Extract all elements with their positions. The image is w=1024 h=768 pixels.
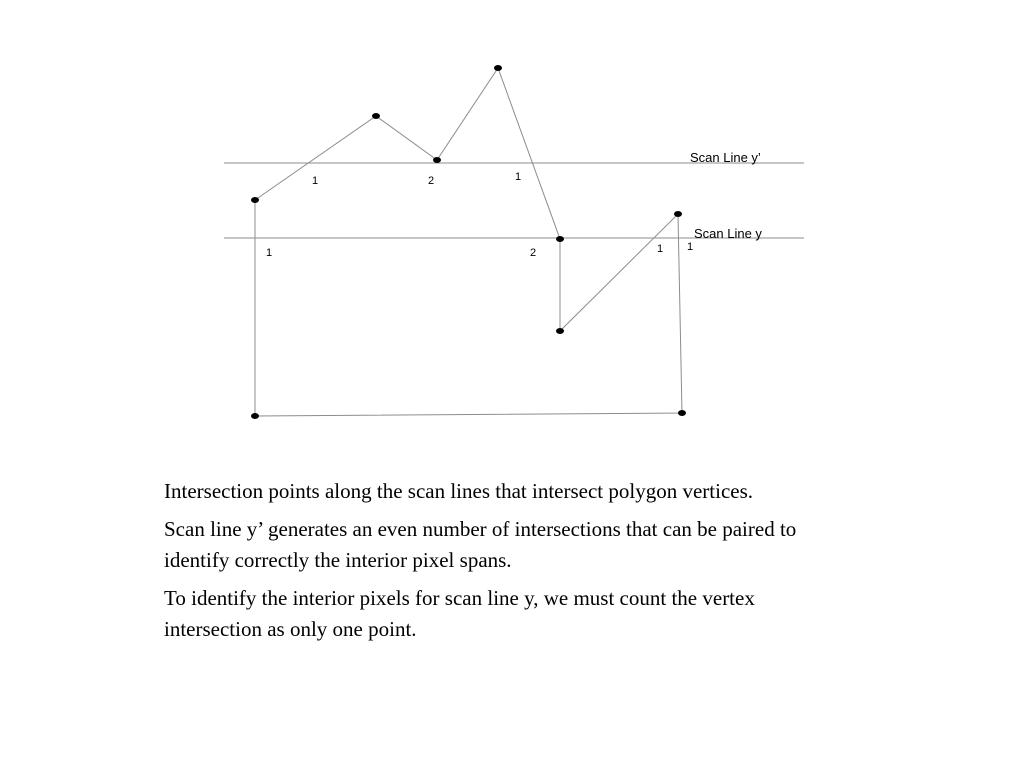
intersection-count-label: 1 — [515, 171, 522, 183]
caption-paragraph: Intersection points along the scan lines that intersect polygon vertices. — [164, 479, 754, 503]
scan-line-y-label: Scan Line y — [694, 226, 762, 241]
polygon-outline — [255, 68, 682, 416]
polygon-vertex — [251, 413, 259, 419]
polygon-vertex — [251, 197, 259, 203]
intersection-count-label: 1 — [657, 243, 664, 255]
scan-line-y-prime-label: Scan Line y’ — [690, 150, 761, 165]
polygon-vertex — [433, 157, 441, 163]
polygon-vertex — [556, 328, 564, 334]
caption-paragraph: To identify the interior pixels for scan line y, we must count the vertex intersection as only one point. — [164, 586, 755, 641]
polygon-vertex — [372, 113, 380, 119]
intersection-count-label: 1 — [312, 175, 319, 187]
intersection-count-label: 1 — [266, 247, 273, 259]
intersection-count-label: 2 — [428, 175, 435, 187]
intersection-count-label: 2 — [530, 247, 537, 259]
caption — [164, 476, 804, 652]
polygon-vertex — [494, 65, 502, 71]
caption-paragraph: Scan line y’ generates an even number of intersections that can be paired to identify correctly the interior pixel spans. — [164, 517, 797, 572]
polygon-vertex — [674, 211, 682, 217]
intersection-count-label: 1 — [687, 241, 694, 253]
polygon-vertex — [556, 236, 564, 242]
polygon-vertex — [678, 410, 686, 416]
